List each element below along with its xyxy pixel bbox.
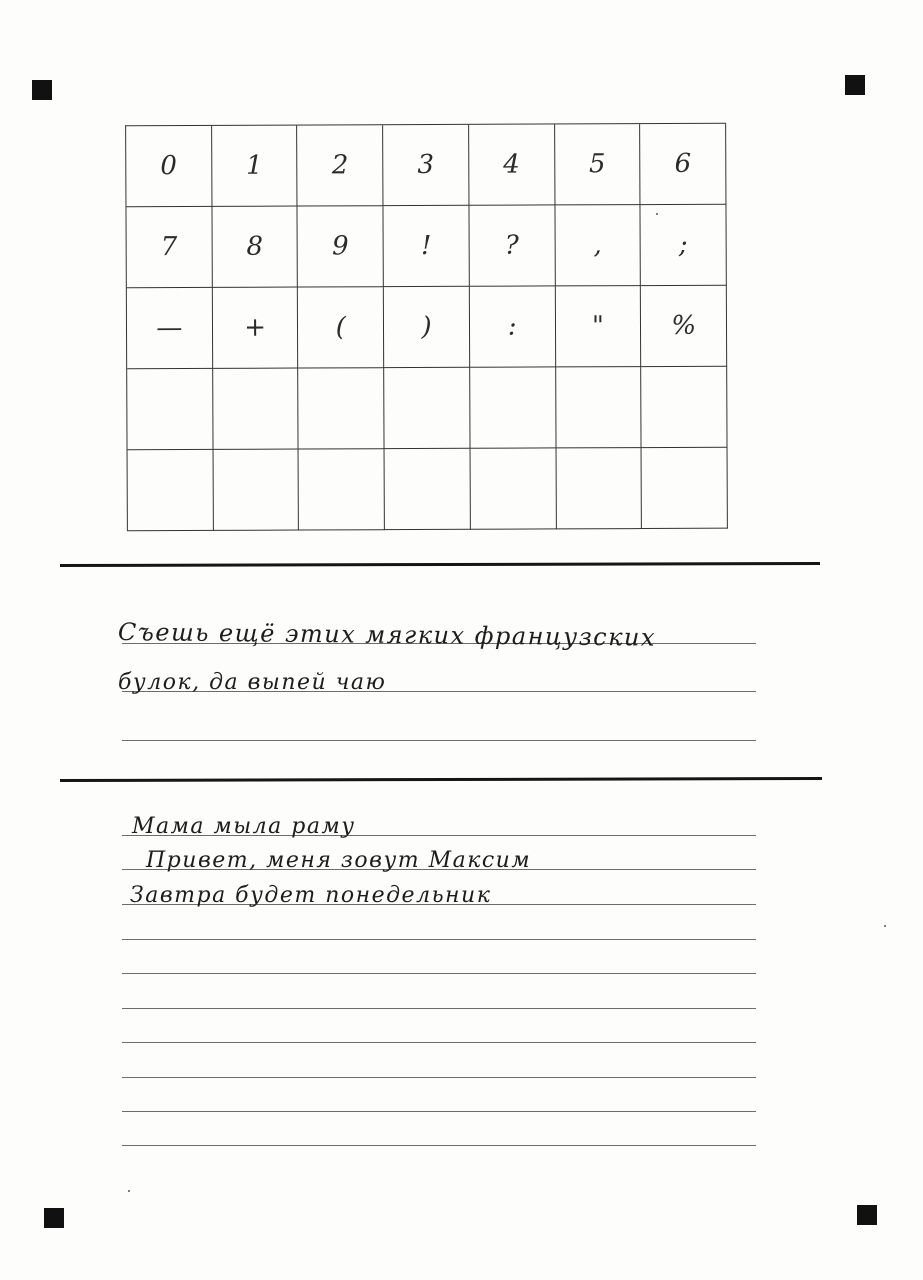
grid-cell: 1 [212, 126, 298, 207]
grid-cell-empty [556, 367, 642, 448]
section-divider [60, 562, 820, 567]
registration-marker-top-left [32, 80, 52, 100]
grid-cell: : [470, 286, 556, 367]
grid-cell: 7 [126, 207, 212, 288]
grid-cell: ( [298, 287, 384, 368]
grid-cell: ; [641, 205, 727, 286]
paper-speck [656, 213, 658, 215]
handwritten-line: Завтра будет понедельник [130, 883, 492, 908]
grid-cell: " [555, 286, 641, 367]
writing-line [122, 939, 756, 940]
grid-cell: , [555, 205, 641, 286]
handwritten-line: Мама мыла раму [132, 814, 356, 839]
writing-line [122, 1077, 756, 1078]
writing-line [122, 1042, 756, 1043]
registration-marker-top-right [845, 75, 865, 95]
writing-line [122, 973, 756, 974]
paper-speck [884, 925, 886, 927]
section-divider [60, 777, 822, 782]
grid-cell: % [641, 286, 727, 367]
grid-cell-empty [128, 450, 214, 531]
grid-cell: 5 [555, 124, 641, 205]
grid-cell-empty [299, 368, 385, 449]
grid-cell: 3 [383, 125, 469, 206]
grid-cell-empty [127, 369, 213, 450]
grid-cell: ? [469, 205, 555, 286]
paper-speck [128, 1190, 130, 1192]
grid-cell-empty [385, 449, 471, 530]
grid-cell: ) [384, 287, 470, 368]
grid-cell: + [213, 288, 299, 369]
writing-line [122, 1111, 756, 1112]
grid-cell: — [127, 288, 213, 369]
grid-cell: ! [384, 206, 470, 287]
grid-cell-empty [384, 368, 470, 449]
grid-cell-empty [641, 367, 727, 448]
grid-cell: 6 [640, 124, 726, 205]
character-grid [125, 123, 728, 532]
grid-cell-empty [299, 449, 385, 530]
grid-cell: 2 [298, 125, 384, 206]
grid-cell-empty [470, 367, 556, 448]
grid-cell-empty [642, 448, 728, 529]
writing-line [122, 1008, 756, 1009]
grid-cell-empty [213, 369, 299, 450]
handwritten-line: Съешь ещё этих мягких французских [117, 618, 657, 652]
writing-line [122, 1145, 756, 1146]
handwritten-line: булок, да выпей чаю [118, 670, 387, 695]
grid-cell-empty [213, 450, 299, 531]
grid-cell: 8 [212, 207, 298, 288]
grid-cell-empty [470, 448, 556, 529]
writing-line [122, 740, 756, 741]
grid-cell: 4 [469, 124, 555, 205]
registration-marker-bottom-left [44, 1208, 64, 1228]
grid-cell: 0 [126, 126, 212, 207]
handwritten-line: Привет, меня зовут Максим [146, 848, 532, 873]
grid-cell: 9 [298, 206, 384, 287]
grid-cell-empty [556, 448, 642, 529]
registration-marker-bottom-right [857, 1205, 877, 1225]
